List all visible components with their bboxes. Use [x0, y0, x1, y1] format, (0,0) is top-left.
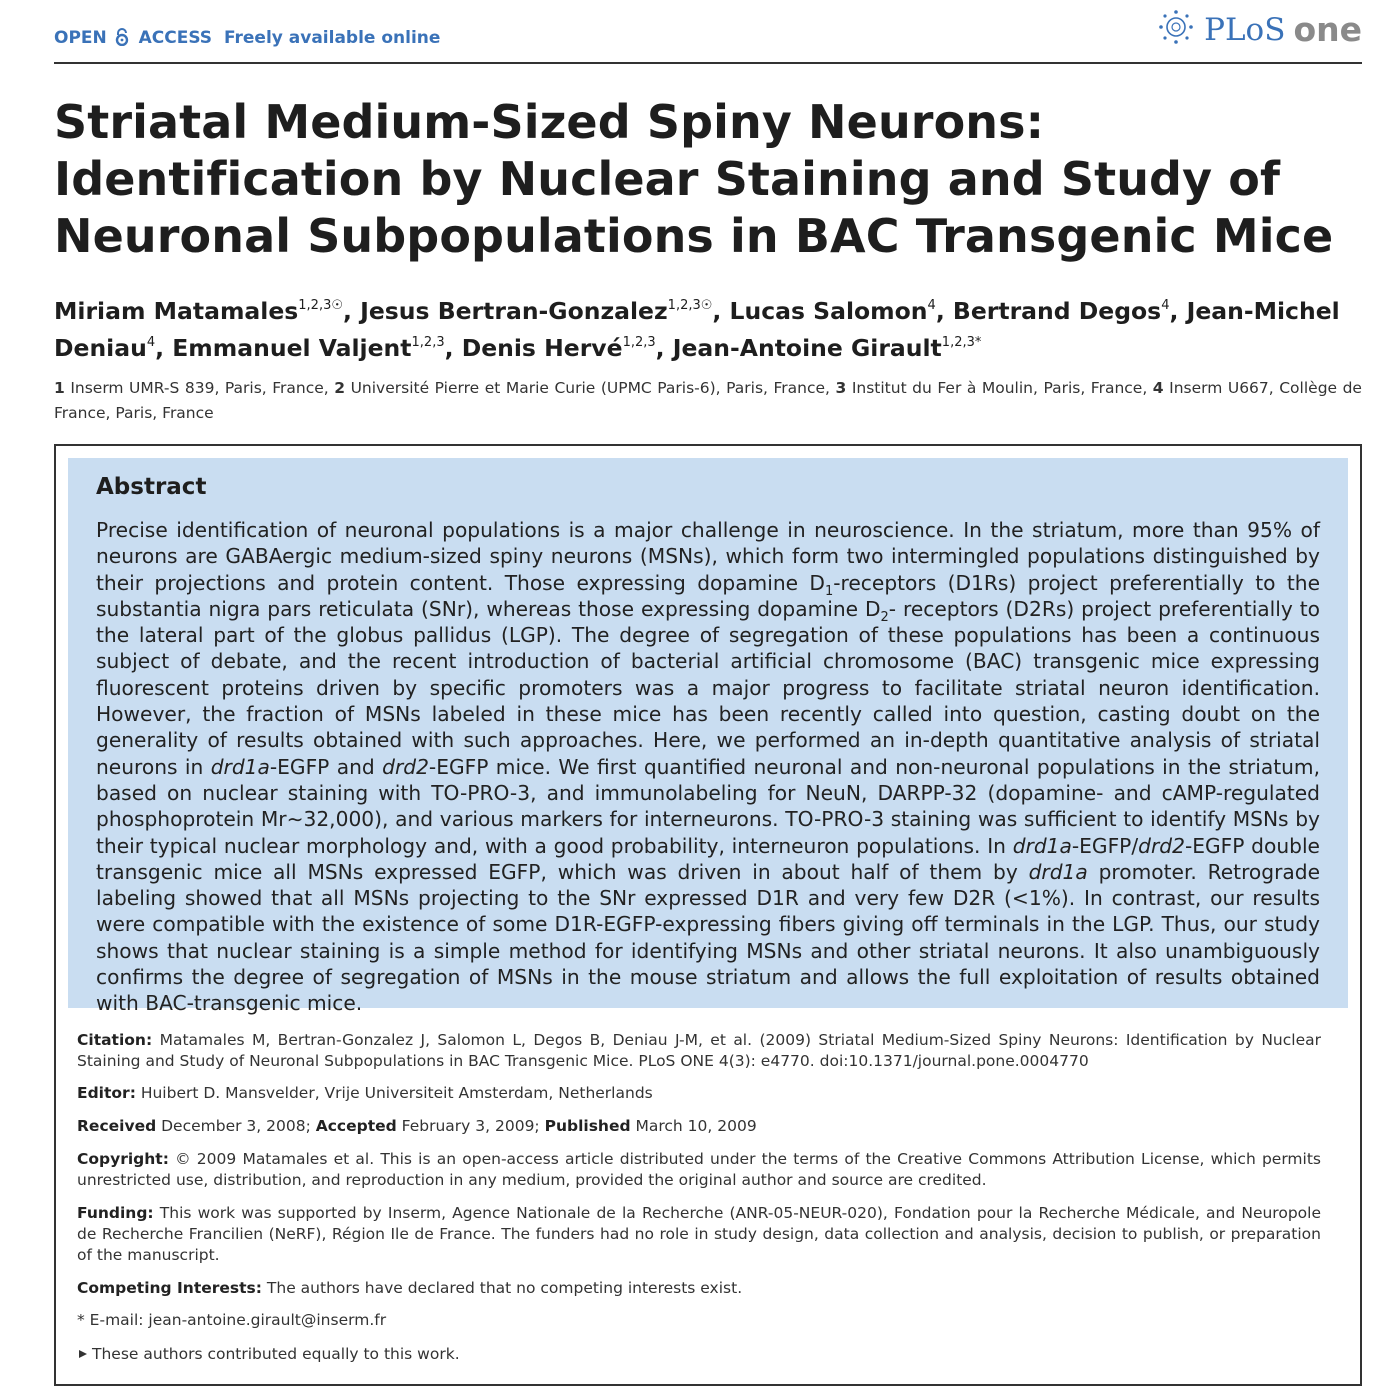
- author: Jesus Bertran-Gonzalez$^{1,2,3☉}$,: [360, 297, 730, 325]
- email-note: * E-mail: jean-antoine.girault@inserm.fr: [77, 1311, 387, 1329]
- open-label: OPEN: [54, 28, 107, 48]
- editor: Editor: Huibert D. Mansvelder, Vrije Universiteit Amsterdam, Netherlands: [77, 1084, 653, 1102]
- equal-contribution-icon: [77, 1347, 89, 1361]
- author: Denis Hervé$^{1,2,3}$,: [461, 334, 673, 362]
- affiliations: 1 Inserm UMR-S 839, Paris, France, 2 Université Pierre et Marie Curie (UPMC Paris-6), Paris, France, 3 Institut du Fer à Moulin, Paris, France, 4 Inserm U667, Collège de France, Paris, France: [54, 379, 1362, 422]
- open-lock-icon: [115, 28, 129, 46]
- citation: Citation: Matamales M, Bertran-Gonzalez J, Salomon L, Degos B, Deniau J-M, et al. (2009) Striatal Medium-Sized Spiny Neurons: Identification by Nuclear Staining and Study of Neuronal Subpopulations in BAC Transgenic Mice. PLoS ONE 4(3): e4770. doi:10.1371/journal.pone.0004770: [77, 1031, 1321, 1070]
- journal-header: [54, 10, 1362, 64]
- competing-interests: Competing Interests: The authors have declared that no competing interests exist.: [77, 1279, 743, 1297]
- journal-logo: [1157, 8, 1362, 58]
- plos-wordmark: PLoS: [1204, 12, 1286, 48]
- abstract-heading: Abstract: [96, 474, 207, 500]
- author: Jean-Antoine Girault$^{1,2,3*}$: [672, 334, 982, 362]
- abstract-text: Precise identification of neuronal populations is a major challenge in neuroscience. In the striatum, more than 95% of neurons are GABAergic medium-sized spiny neurons (MSNs), which form two intermingled populations distinguished by their projections and protein content. Those expressing dopamine $D_1$-receptors (D1Rs) project preferentially to the substantia nigra pars reticulata (SNr), whereas those expressing dopamine $D_2-$ receptors (D2Rs) project preferentially to the lateral part of the globus pallidus (LGP). The degree of segregation of these populations has been a continuous subject of debate, and the recent introduction of bacterial artificial chromosome (BAC) transgenic mice expressing fluorescent proteins driven by specific promoters was a major progress to facilitate striatal neuron identification. However, the fraction of MSNs labeled in these mice has been recently called into question, casting doubt on the generality of results obtained with such approaches. Here, we performed an in-depth quantitative analysis of striatal neurons in drd1a-EGFP and drd2-EGFP mice. We first quantified neuronal and non-neuronal populations in the striatum, based on nuclear staining with TO-PRO-3, and immunolabeling for NeuN, DARPP-32 (dopamine- and cAMP-regulated phosphoprotein Mr∼32,000), and various markers for interneurons. TO-PRO-3 staining was sufficient to identify MSNs by their typical nuclear morphology and, with a good probability, interneuron populations. In drd1a-EGFP/drd2-EGFP double transgenic mice all MSNs expressed EGFP, which was driven in about half of them by drd1a promoter. Retrograde labeling showed that all MSNs projecting to the SNr expressed D1R and very few D2R (<1%). In contrast, our results were compatible with the existence of some D1R-EGFP-expressing fibers giving off terminals in the LGP. Thus, our study shows that nuclear staining is a simple method for identifying MSNs and other striatal neurons. It also unambiguously confirms the degree of segregation of MSNs in the mouse striatum and allows the full exploitation of results obtained with BAC-transgenic mice.: [96, 518, 1320, 1016]
- author: Bertrand Degos$^4$,: [952, 297, 1187, 325]
- author: Miriam Matamales$^{1,2,3☉}$,: [54, 297, 361, 325]
- author: Emmanuel Valjent$^{1,2,3}$,: [172, 334, 462, 362]
- funding: Funding: This work was supported by Inserm, Agence Nationale de la Recherche (ANR-05-NEUR-020), Fondation pour la Recherche Médicale, and Neuropole de Recherche Francilien (NeRF), Région Ile de France. The funders had no role in study design, data collection and analysis, decision to publish, or preparation of the manuscript.: [77, 1204, 1321, 1264]
- author: Lucas Salomon$^4$,: [729, 297, 953, 325]
- open-access-banner: [54, 28, 440, 48]
- dates: Received December 3, 2008; Accepted February 3, 2009; Published March 10, 2009: [77, 1117, 757, 1135]
- article-title: Striatal Medium-Sized Spiny Neurons: Identification by Nuclear Staining and Study of Neuronal Subpopulations in BAC Transgenic Mice: [54, 95, 1334, 263]
- author-list: [54, 293, 1364, 367]
- one-wordmark: one: [1293, 10, 1362, 49]
- equal-contribution-note: These authors contributed equally to this work.: [77, 1344, 1321, 1365]
- author: Jean-Michel Deniau$^4$,: [54, 297, 1340, 362]
- freely-available-label: Freely available online: [223, 28, 441, 48]
- access-label: ACCESS: [138, 28, 213, 48]
- plos-globe-icon: [1157, 8, 1195, 46]
- copyright: Copyright: © 2009 Matamales et al. This is an open-access article distributed under the terms of the Creative Commons Attribution License, which permits unrestricted use, distribution, and reproduction in any medium, provided the original author and source are credited.: [77, 1150, 1321, 1189]
